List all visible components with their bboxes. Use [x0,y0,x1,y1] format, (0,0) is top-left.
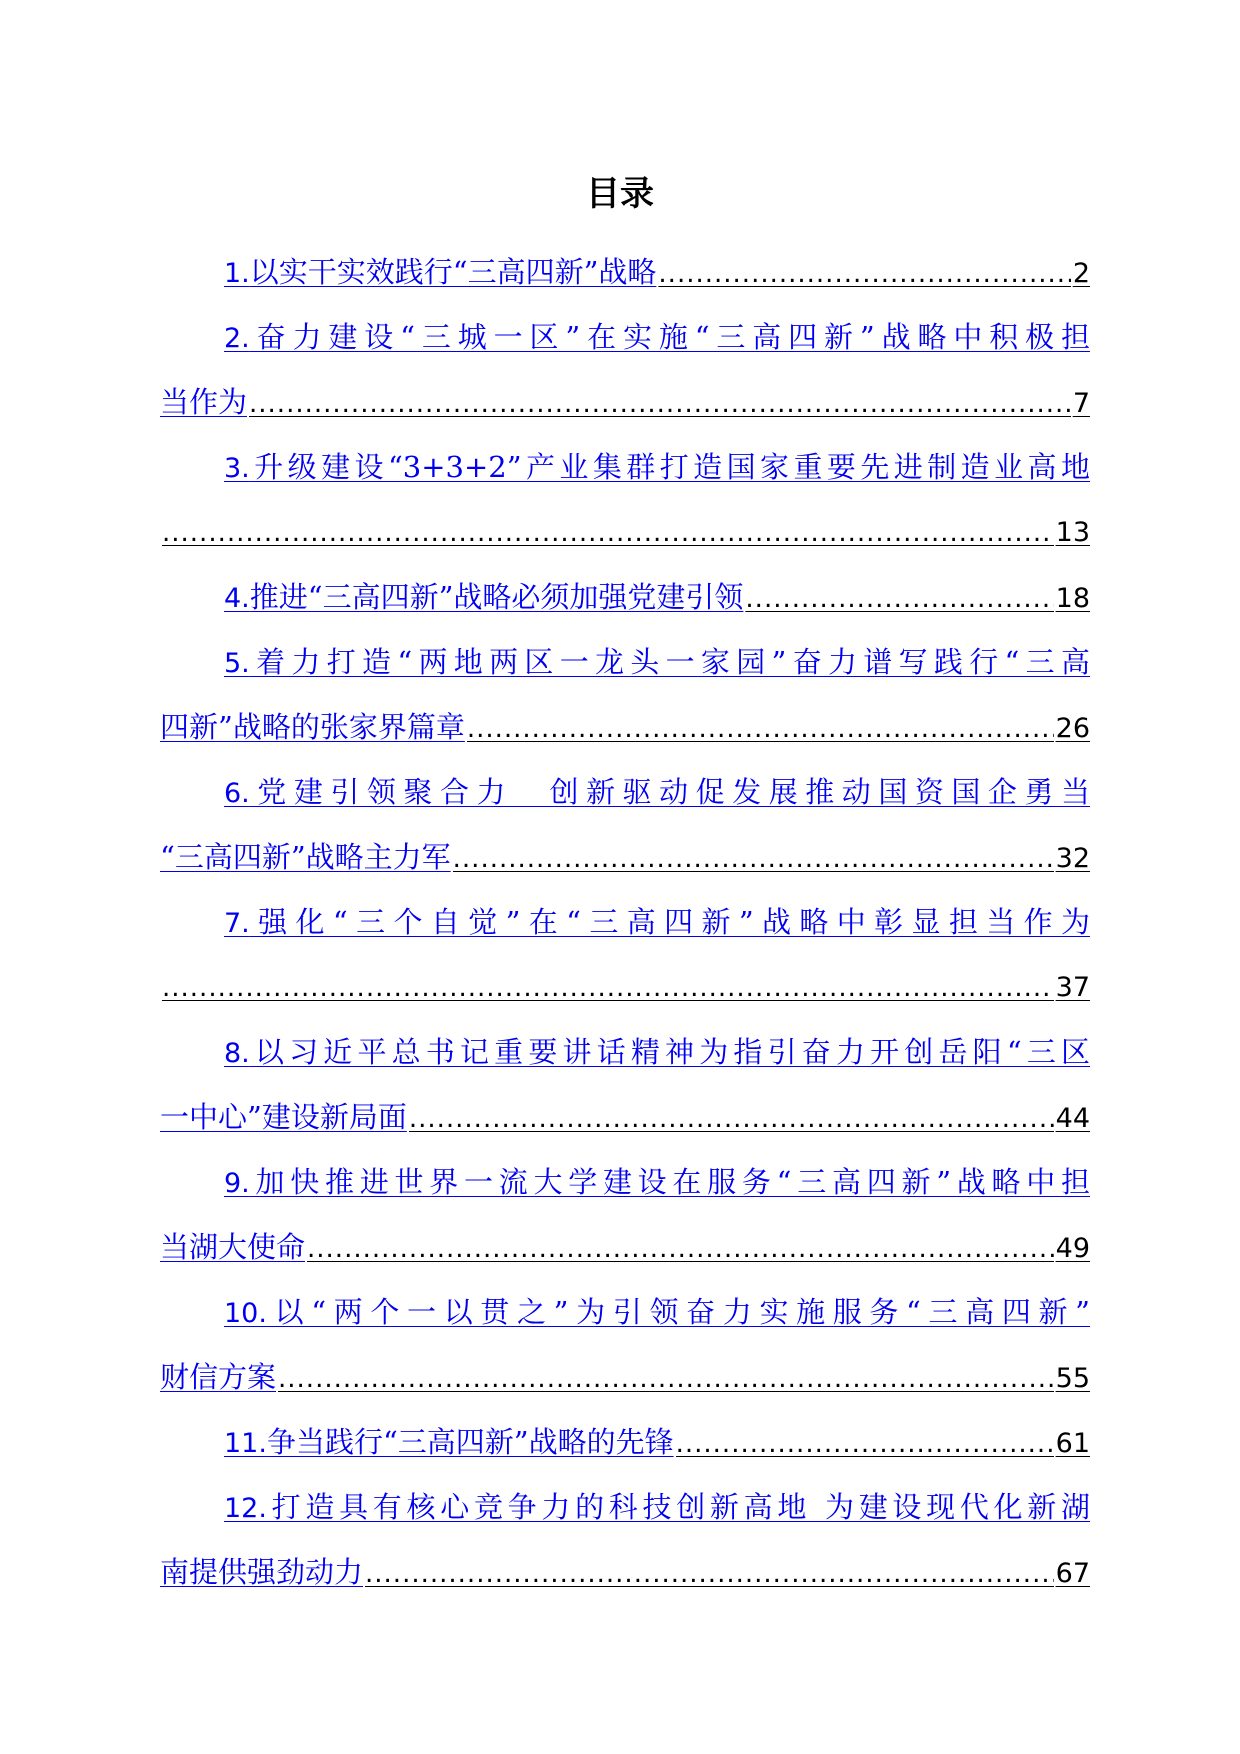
toc-entry-title: 奋力建设“三城一区”在实施“三高四新”战略中积极担 [249,320,1090,354]
toc-entry-line [160,630,1090,695]
toc-entry-title: 打造具有核心竞争力的科技创新高地 为建设现代化新湖 [266,1490,1090,1524]
toc-entry-title: 当作为 [160,385,248,419]
dot-leader [409,1087,1054,1152]
toc-entry-line [160,825,1090,890]
toc-entry[interactable] [160,240,1090,305]
toc-entry-title: 强化“三个自觉”在“三高四新”战略中彰显担当作为 [249,905,1090,939]
toc-page-number: 55 [1055,1363,1090,1394]
toc-entry[interactable] [160,565,1090,630]
toc-entry-line [160,1410,1090,1475]
toc-entry-line [160,890,1090,955]
toc-page-number: 32 [1055,843,1090,874]
toc-page-number: 26 [1055,713,1090,744]
toc-entry-line [160,565,1090,630]
toc-entry-title: 财信方案 [160,1360,277,1394]
toc-entry-number: 5. [224,648,250,679]
toc-entry-line [160,305,1090,370]
toc-entry[interactable] [160,1280,1090,1410]
dot-leader [162,501,1054,566]
toc-entry-title: 南提供强劲动力 [160,1555,364,1589]
toc-page-number: 13 [1055,517,1090,548]
toc-entry-line [160,500,1090,565]
dot-leader [453,827,1054,892]
toc-entry[interactable] [160,630,1090,760]
toc-page-number: 44 [1055,1103,1090,1134]
toc-entry-number: 3. [224,453,250,484]
toc-entry-line [160,760,1090,825]
toc-page-number: 67 [1055,1558,1090,1589]
dot-leader [365,1542,1054,1607]
dot-leader [676,1412,1054,1477]
toc-entry-title: 当湖大使命 [160,1230,306,1264]
toc-entry-line [160,1020,1090,1085]
toc-entry-line [160,1150,1090,1215]
toc-entry-line [160,695,1090,760]
toc-page-number: 2 [1072,258,1090,289]
toc-entry-title: 争当践行“三高四新”战略的先锋 [266,1425,674,1459]
dot-leader [307,1217,1054,1282]
toc-entry-title: 以实干实效践行“三高四新”战略 [249,255,657,289]
toc-title: 目录 [586,174,654,214]
toc-entry-number: 11. [224,1428,267,1459]
toc-entry-number: 12. [224,1493,267,1524]
toc-entry-number: 2. [224,323,250,354]
toc-entry-title: 推进“三高四新”战略必须加强党建引领 [249,580,744,614]
toc-entry-title: 着力打造“两地两区一龙头一家园”奋力谱写践行“三高 [249,645,1090,679]
toc-entry-line [160,955,1090,1020]
toc-entry-title: 一中心”建设新局面 [160,1100,407,1134]
dot-leader [162,956,1054,1021]
toc-page-number: 61 [1055,1428,1090,1459]
toc-entry-number: 9. [224,1168,250,1199]
toc-entry[interactable] [160,305,1090,435]
toc-entry-number: 4. [224,583,250,614]
dot-leader [249,372,1071,437]
toc-entry-title: 以习近平总书记重要讲话精神为指引奋力开创岳阳“三区 [249,1035,1090,1069]
toc-page-number: 49 [1055,1233,1090,1264]
toc-entry-number: 8. [224,1038,250,1069]
toc-entry-number: 1. [224,258,250,289]
toc-entry[interactable] [160,890,1090,1020]
toc-entry-number: 6. [224,778,250,809]
toc-entry-title: 党建引领聚合力 创新驱动促发展推动国资国企勇当 [249,775,1090,809]
toc-entry[interactable] [160,1410,1090,1475]
toc-entry-line [160,1085,1090,1150]
toc-page-number: 7 [1072,388,1090,419]
toc-entry-line [160,435,1090,500]
toc-entry-line [160,370,1090,435]
toc-entry-title: “三高四新”战略主力军 [160,840,451,874]
toc-entry[interactable] [160,1150,1090,1280]
toc-entry-title: 升级建设“3+3+2”产业集群打造国家重要先进制造业高地 [249,450,1090,484]
toc-entry-line [160,1475,1090,1540]
toc-entry-title: 加快推进世界一流大学建设在服务“三高四新”战略中担 [249,1165,1090,1199]
toc-page-number: 18 [1055,583,1090,614]
dot-leader [658,242,1070,307]
toc-entry-line [160,1215,1090,1280]
toc-entry-line [160,240,1090,305]
toc-entry[interactable] [160,1475,1090,1605]
toc-entry-line [160,1345,1090,1410]
toc-entry[interactable] [160,760,1090,890]
dot-leader [467,697,1054,762]
toc-entry[interactable] [160,1020,1090,1150]
dot-leader [745,567,1053,632]
dot-leader [278,1347,1054,1412]
toc-entry-number: 7. [224,908,250,939]
toc-entry-number: 10. [224,1298,267,1329]
toc-entry[interactable] [160,435,1090,565]
table-of-contents [160,240,1090,1605]
toc-entry-line [160,1540,1090,1605]
toc-entry-line [160,1280,1090,1345]
toc-page-number: 37 [1055,972,1090,1003]
toc-entry-title: 以“两个一以贯之”为引领奋力实施服务“三高四新” [266,1295,1090,1329]
toc-entry-title: 四新”战略的张家界篇章 [160,710,465,744]
